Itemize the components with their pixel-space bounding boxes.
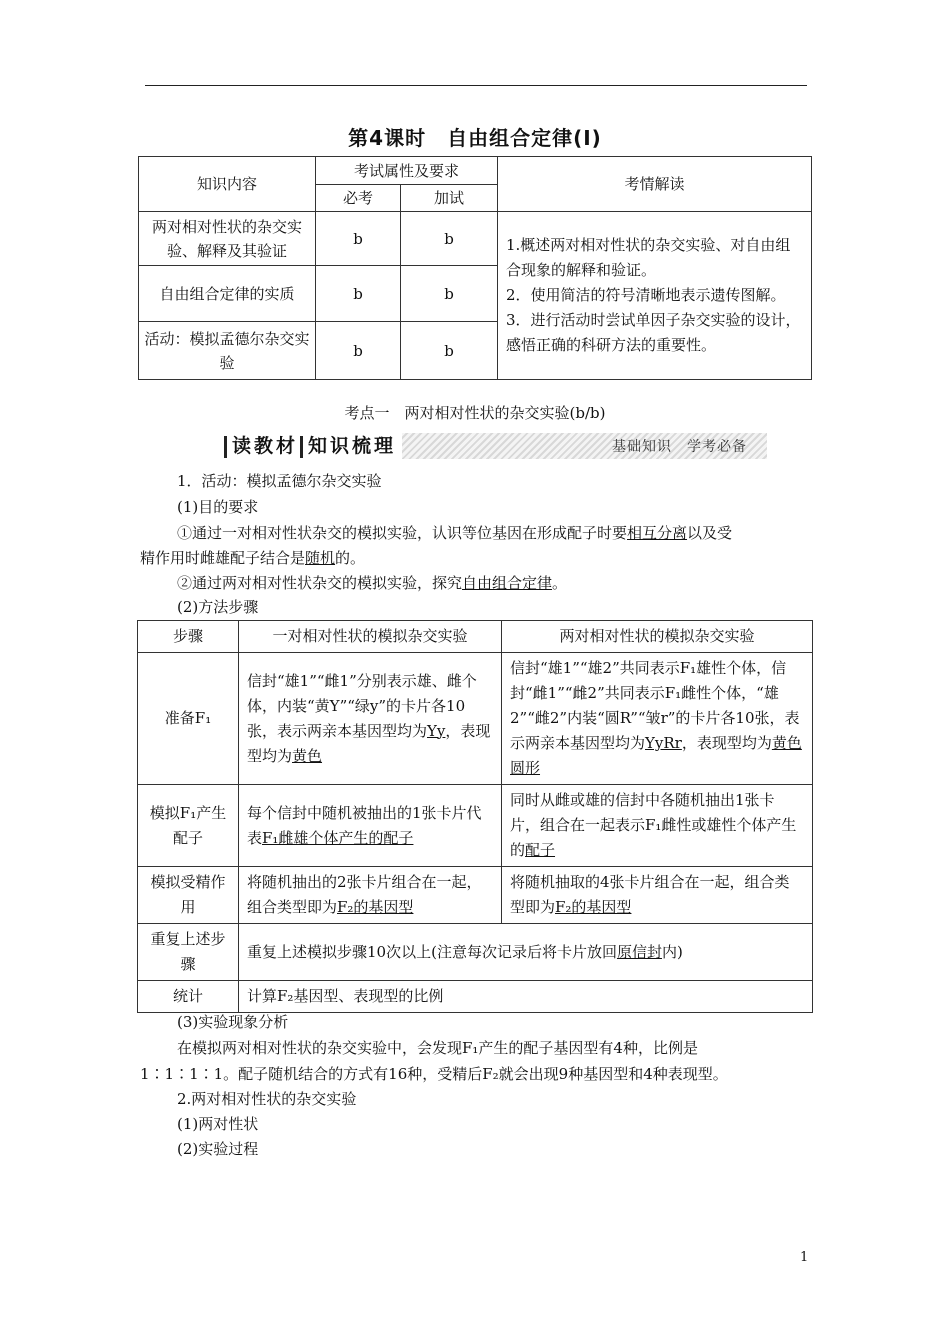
answer-underline: 黄色 [292,746,323,765]
answer-underline: 随机 [305,549,336,567]
goal-1-line-1: ①通过一对相对性状杂交的模拟实验，认识等位基因在形成配子时要相互分离以及受 [177,524,733,542]
page-title: 第4课时 自由组合定律(Ⅰ) [348,126,602,150]
page-number: 1 [800,1250,809,1265]
analysis-heading: (3)实验现象分析 [177,1013,289,1031]
one-pair-cell: 每个信封中随机被抽出的1张卡片代表F₁雌雄个体产生的配子 [239,785,502,867]
step-label: 准备F₁ [138,653,239,785]
stats-cell: 计算F₂基因型、表现型的比例 [239,981,813,1013]
analysis-line-2: 1∶1∶1∶1。配子随机结合的方式有16种，受精后F₂就会出现9种基因型和4种表现型。 [140,1065,728,1083]
activity-heading: 1．活动：模拟孟德尔杂交实验 [177,472,382,490]
two-pair-cell: 同时从雌或雄的信封中各随机抽出1张卡片，组合在一起表示F₁雌性或雄性个体产生的配子 [502,785,813,867]
two-pair-cell: 信封“雄1”“雄2”共同表示F₁雄性个体，信封“雌1”“雌2”共同表示F₁雌性个体，“雄2”“雌2”内装“圆R”“皱r”的卡片各10张，表示两亲本基因型均为YyRr，表现型均为黄色圆形 [502,653,813,785]
row-content: 两对相对性状的杂交实验、解释及其验证 [139,212,316,266]
repeat-cell: 重复上述模拟步骤10次以上(注意每次记录后将卡片放回原信封内) [239,924,813,981]
header-requirements: 考试属性及要求 [316,157,498,185]
analysis-line-1: 在模拟两对相对性状的杂交实验中，会发现F₁产生的配子基因型有4种，比例是 [177,1039,698,1057]
banner-label [222,433,402,459]
header-knowledge: 知识内容 [139,157,316,212]
step-label: 统计 [138,981,239,1013]
header-two-pair: 两对相对性状的模拟杂交实验 [502,621,813,653]
answer-underline: F₂的基因型 [555,898,632,916]
interp-item: 2．使用简洁的符号清晰地表示遗传图解。 [506,286,786,304]
row-content: 活动：模拟孟德尔杂交实验 [139,322,316,380]
header-one-pair: 一对相对性状的模拟杂交实验 [239,621,502,653]
row-plus: b [401,266,498,322]
part2-sub-2: (2)实验过程 [177,1140,259,1158]
step-label: 模拟受精作用 [138,867,239,924]
header-interpretation: 考情解读 [498,157,812,212]
one-pair-cell: 信封“雄1”“雌1”分别表示雄、雌个体，内装“黄Y”“绿y”的卡片各10张，表示两亲本基因型均为Yy，表现型均为黄色 [239,653,502,785]
interp-item: 1.概述两对相对性状的杂交实验、对自由组合现象的解释和验证。 [506,236,791,279]
banner-left-text: 读教材 [232,435,299,457]
answer-underline: YyRr [645,734,682,752]
goal-1-line-2: 精作用时雌雄配子结合是随机的。 [140,549,366,567]
banner-tag: 基础知识 学考必备 [612,439,747,455]
interpretation-cell [498,212,812,380]
step-label: 模拟F₁产生配子 [138,785,239,867]
answer-underline: 原信封 [616,942,662,961]
row-plus: b [401,212,498,266]
row-plus: b [401,322,498,380]
interp-item: 3．进行活动时尝试单因子杂交实验的设计，感悟正确的科研方法的重要性。 [506,311,801,354]
header-step: 步骤 [138,621,239,653]
goal-2: ②通过两对相对性状杂交的模拟实验，探究自由组合定律。 [177,574,568,592]
row-must: b [316,322,401,380]
answer-underline: 配子 [525,841,556,859]
top-rule [145,85,807,86]
row-must: b [316,266,401,322]
answer-underline: 黄色圆形 [510,734,802,777]
answer-underline: F₁雌雄个体产生的配子 [262,828,414,847]
answer-underline: Yy [427,721,446,740]
row-content: 自由组合定律的实质 [139,266,316,322]
answer-underline: 自由组合定律 [462,574,553,592]
goal-heading: (1)目的要求 [177,498,259,516]
header-must: 必考 [316,185,401,212]
two-pair-cell: 将随机抽取的4张卡片组合在一起，组合类型即为F₂的基因型 [502,867,813,924]
method-table [137,620,813,1013]
banner-right-text: 知识梳理 [308,435,397,457]
section-banner [222,433,767,461]
exam-requirements-table [138,156,812,380]
method-heading: (2)方法步骤 [177,598,259,616]
row-must: b [316,212,401,266]
one-pair-cell: 将随机抽出的2张卡片组合在一起，组合类型即为F₂的基因型 [239,867,502,924]
part2-heading: 2.两对相对性状的杂交实验 [177,1090,357,1108]
section-title: 考点一 两对相对性状的杂交实验(b/b) [344,404,606,422]
header-plus: 加试 [401,185,498,212]
answer-underline: 相互分离 [627,524,688,542]
step-label: 重复上述步骤 [138,924,239,981]
answer-underline: F₂的基因型 [337,898,414,916]
part2-sub-1: (1)两对性状 [177,1115,259,1133]
